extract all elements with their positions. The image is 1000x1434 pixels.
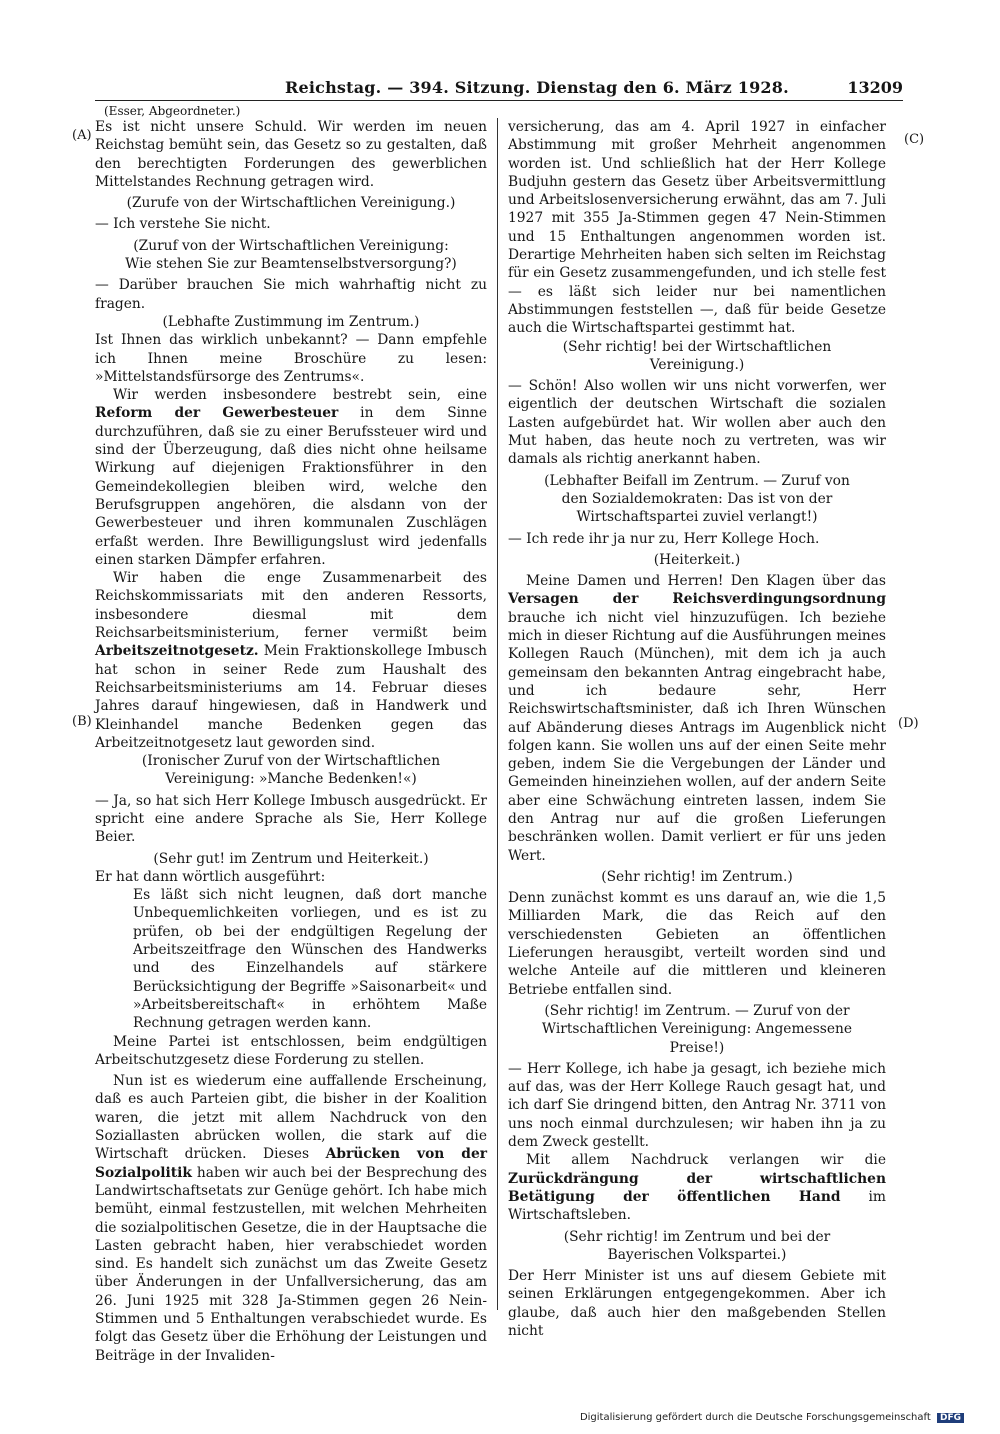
interjection: (Lebhafter Beifall im Zentrum. — Zuruf von den Sozialdemokraten: Das ist von der Wirtschaftspartei zuviel verlangt!): [544, 472, 850, 526]
speaker-line: (Esser, Abgeordneter.): [104, 104, 241, 118]
emphasis: Arbeitszeitnotgesetz.: [95, 643, 259, 660]
emphasis: Abrücken von der Sozialpolitik: [95, 1146, 487, 1181]
credit-text: Digitalisierung gefördert durch die Deutsche Forschungsgemeinschaft: [579, 1412, 931, 1423]
interjection: (Zuruf von der Wirtschaftlichen Vereinigung: Wie stehen Sie zur Beamtenselbstversorgung?): [125, 237, 457, 273]
emphasis: Reform der Gewerbesteuer: [95, 405, 339, 422]
interjection: (Sehr richtig! im Zentrum und bei der Bayerischen Volkspartei.): [563, 1228, 831, 1263]
paragraph: Denn zunächst kommt es uns darauf an, wie die 1,5 Milliarden Mark, die das Reich auf den verschiedensten Gebieten an öffentlichen Lieferungen herausgibt, verteilt worden sind und welche Anteile auf die mittleren und kleineren Betriebe entfallen sind.: [508, 890, 886, 998]
paragraph: — Herr Kollege, ich habe ja gesagt, ich beziehe mich auf das, was der Herr Kollege Rauch gesagt hat, und ich darf Sie dringend bitten, den Antrag Nr. 3711 von uns noch einmal durchzulesen; wir haben ihn ja zu dem Zweck gestellt.: [508, 1060, 886, 1151]
emphasis: Versagen der Reichsverdingungsordnung: [508, 591, 886, 608]
interjection: (Ironischer Zuruf von der Wirtschaftlichen Vereinigung: »Manche Bedenken!«): [141, 753, 441, 788]
margin-marker-b: (B): [72, 714, 92, 729]
paragraph: versicherung, das am 4. April 1927 in einfacher Abstimmung mit großer Mehrheit angenommen worden ist. Und schließlich hat der Herr Kollege Budjuhn gestern das Gesetz über Arbeitsvermittlung und Arbeitslosenversicherung erwähnt, das am 7. Juli 1927 mit 355 Ja-Stimmen gegen 47 Nein-Stimmen und 15 Enthaltungen angenommen worden ist. Derartige Mehrheiten haben sich selten im Reichstag für ein Gesetz zusammengefunden, und ich stelle fest — es läßt sich leider nur bei namentlichen Abstimmungen feststellen —, daß für beide Gesetze auch die Wirtschaftspartei gestimmt hat.: [508, 119, 886, 337]
margin-marker-d: (D): [898, 716, 919, 731]
paragraph: Er hat dann wörtlich ausgeführt:: [95, 868, 326, 885]
paragraph: Meine Damen und Herren! Den Klagen über das Versagen der Reichsverdingungsordnung brauche ich nicht viel hinzuzufügen. Ich beziehe mich in dieser Richtung auf die Ausführungen meines Kollegen Rauch (München), mit dem ich ja auch gemeinsam den bekannten Antrag eingebracht habe, und ich bedaure sehr, Herr Reichswirtschaftsminister, daß ich Ihren Wünschen auf Abänderung dieses Antrags im Augenblick nicht folgen kann. Sie wollen uns auf der einen Seite mehr geben, indem Sie die Vergebungen der Länder und Gemeinden hineinziehen wollen, auf der andern Seite aber eine Schwächung eintreten lassen, indem Sie den Antrag nur auf die großen Lieferungen beschränken wollen. Damit verliert er für uns jeden Wert.: [508, 573, 886, 864]
interjection: (Heiterkeit.): [653, 551, 741, 568]
interjection: (Sehr richtig! im Zentrum.): [601, 868, 793, 885]
page-header: [95, 78, 903, 100]
interjection: (Sehr gut! im Zentrum und Heiterkeit.): [153, 850, 429, 867]
header-rule: [95, 100, 903, 101]
paragraph: Meine Partei ist entschlossen, beim endgültigen Arbeitschutzgesetz diese Forderung zu stellen.: [95, 1033, 487, 1068]
right-column: [508, 118, 886, 1340]
paragraph: Es ist nicht unsere Schuld. Wir werden im neuen Reichstag bemüht sein, das Gesetz so zu gestalten, daß den berechtigten Forderungen des gewerblichen Mittelstandes Rechnung getragen wird.: [95, 119, 487, 190]
left-column: [95, 118, 487, 1365]
paragraph: Mit allem Nachdruck verlangen wir die Zurückdrängung der wirtschaftlichen Betätigung der öffentlichen Hand im Wirtschaftsleben.: [508, 1152, 886, 1224]
digitization-credit: [580, 1412, 964, 1423]
margin-marker-a: (A): [72, 128, 92, 143]
margin-marker-c: (C): [904, 132, 925, 147]
interjection: (Sehr richtig! im Zentrum. — Zuruf von der Wirtschaftlichen Vereinigung: Angemessene Preise!): [541, 1002, 853, 1056]
dfg-logo: DFG: [937, 1413, 964, 1423]
interjection: (Lebhafte Zustimmung im Zentrum.): [162, 313, 420, 330]
paragraph: Wir haben die enge Zusammenarbeit des Reichskommissariats mit den anderen Ressorts, insbesondere diesmal mit dem Reichsarbeitsministerium, ferner vermißt beim Arbeitszeitnotgesetz. Mein Fraktionskollege Imbusch hat schon in seiner Rede zum Haushalt des Reichsarbeitsministeriums am 14. Februar dieses Jahres darauf hingewiesen, daß in Handwerk und Kleinhandel manche Bedenken gegen das Arbeitzeitnotgesetz laut geworden sind.: [95, 570, 487, 751]
paragraph: Der Herr Minister ist uns auf diesem Gebiete mit seinen Erklärungen entgegengekommen. Aber ich glaube, daß auch hier den maßgebenden Stellen nicht: [508, 1268, 886, 1339]
block-quote: Es läßt sich nicht leugnen, daß dort manche Unbequemlichkeiten vorliegen, und es ist zu prüfen, ob bei der endgültigen Regelung der Arbeitszeitfrage den Wünschen des Handwerks und des Einzelhandels auf stärkere Berücksichtigung der Begriffe »Saisonarbeit« und »Arbeitsbereitschaft« in erhöhtem Maße Rechnung getragen werden kann.: [133, 887, 487, 1032]
emphasis: Zurückdrängung der wirtschaftlichen Betätigung der öffentlichen Hand: [508, 1170, 886, 1205]
paragraph: — Schön! Also wollen wir uns nicht vorwerfen, wer eigentlich der deutschen Wirtschaft die sozialen Lasten aufgebürdet hat. Wir wollen aber auch den Mut haben, das heute noch zu vertreten, was wir damals als richtig anerkannt haben.: [508, 378, 886, 468]
interjection: (Zurufe von der Wirtschaftlichen Vereinigung.): [126, 195, 456, 212]
paragraph: — Ich verstehe Sie nicht.: [95, 216, 271, 233]
paragraph: — Ich rede ihr ja nur zu, Herr Kollege Hoch.: [508, 530, 820, 547]
running-title: Reichstag. — 394. Sitzung. Dienstag den 6. März 1928.: [285, 78, 789, 97]
paragraph: Ist Ihnen das wirklich unbekannt? — Dann empfehle ich Ihnen meine Broschüre zu lesen: »Mittelstandsfürsorge des Zentrums«.: [95, 332, 487, 385]
page-number: 13209: [847, 78, 903, 97]
paragraph: Wir werden insbesondere bestrebt sein, eine Reform der Gewerbesteuer in dem Sinne durchzuführen, daß sie zu einer Berufssteuer wird und sind der Überzeugung, daß dies nicht ohne heilsame Wirkung auf diejenigen Fraktionsführer in den Gemeindekollegien bleiben wird, welche den Berufsgruppen angehören, die alsdann von der Gewerbesteuer und ihren kommunalen Zuschlägen erfaßt werden. Ihre Bewilligungslust wird jedenfalls einen starken Dämpfer erfahren.: [95, 387, 487, 568]
column-divider: [497, 118, 498, 1310]
paragraph: — Ja, so hat sich Herr Kollege Imbusch ausgedrückt. Er spricht eine andere Sprache als Sie, Herr Kollege Beier.: [95, 792, 487, 846]
paragraph: Nun ist es wiederum eine auffallende Erscheinung, daß es auch Parteien gibt, die bisher in der Koalition waren, die jetzt mit allem Nachdruck von den Soziallasten abrücken wollen, die stark auf die Wirtschaft drücken. Dieses Abrücken von der Sozialpolitik haben wir auch bei der Besprechung des Landwirtschaftsetats zur Genüge gehört. Ich habe mich bemüht, einmal festzustellen, mit welchen Mehrheiten die sozialpolitischen Gesetze, die in der Hauptsache die Lasten gebracht haben, hier verabschiedet worden sind. Es handelt sich zunächst um das Zweite Gesetz über Änderungen in der Unfallversicherung, das am 26. Juni 1925 mit 328 Ja-Stimmen gegen 26 Nein-Stimmen und 5 Enthaltungen verabschiedet wurde. Es folgt das Gesetz über die Erhöhung der Leistungen und Beiträge in der Invaliden-: [95, 1073, 488, 1364]
paragraph: — Darüber brauchen Sie mich wahrhaftig nicht zu fragen.: [95, 277, 487, 312]
interjection: (Sehr richtig! bei der Wirtschaftlichen Vereinigung.): [562, 338, 832, 373]
